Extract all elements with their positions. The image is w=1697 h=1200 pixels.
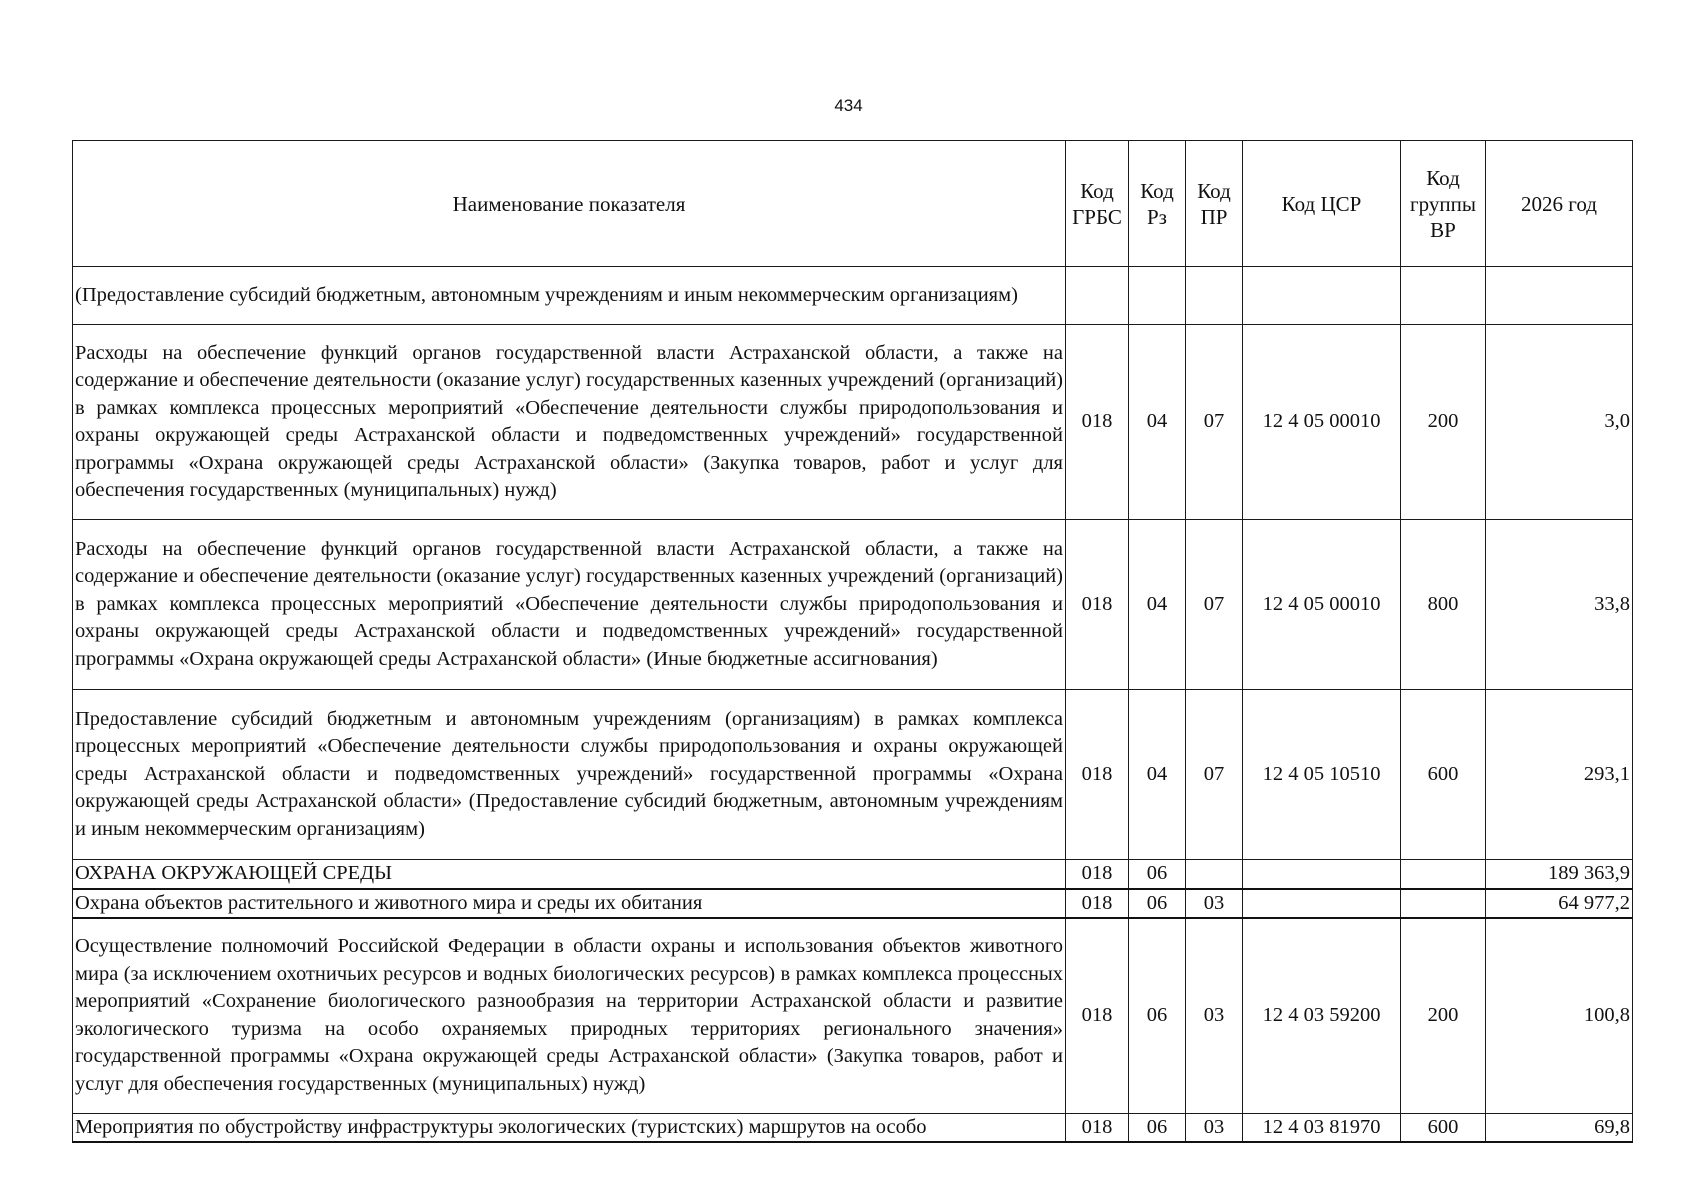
row-vr xyxy=(1401,889,1486,919)
row-pr: 07 xyxy=(1186,690,1243,860)
row-amount: 293,1 xyxy=(1486,690,1633,860)
table-header-row xyxy=(73,141,1633,267)
row-rz: 04 xyxy=(1129,325,1186,520)
row-name: Охрана объектов растительного и животного мира и среды их обитания xyxy=(73,889,1066,919)
row-csr: 12 4 03 59200 xyxy=(1243,918,1401,1113)
table-row xyxy=(73,325,1633,520)
row-grbs: 018 xyxy=(1066,860,1129,889)
row-vr: 600 xyxy=(1401,1113,1486,1142)
table-row xyxy=(73,267,1633,325)
table-row xyxy=(73,690,1633,860)
row-grbs: 018 xyxy=(1066,1113,1129,1142)
header-pr: Код ПР xyxy=(1186,141,1243,267)
row-amount xyxy=(1486,267,1633,325)
row-rz: 06 xyxy=(1129,918,1186,1113)
table-row xyxy=(73,889,1633,919)
row-csr: 12 4 05 00010 xyxy=(1243,520,1401,690)
row-name: Предоставление субсидий бюджетным и автономным учреждениям (организациям) в рамках комплекса процессных мероприятий «Обеспечение деятельности службы природопользования и охраны окружающей среды Астраханской области и подведомственных учреждений» государственной программы «Охрана окружающей среды Астраханской области» (Предоставление субсидий бюджетным, автономным учреждениям и иным некоммерческим организациям) xyxy=(73,690,1066,860)
row-rz: 04 xyxy=(1129,690,1186,860)
row-pr xyxy=(1186,267,1243,325)
row-pr xyxy=(1186,860,1243,889)
page-number: 434 xyxy=(834,96,863,115)
row-rz xyxy=(1129,267,1186,325)
row-amount: 69,8 xyxy=(1486,1113,1633,1142)
row-vr xyxy=(1401,267,1486,325)
row-amount: 33,8 xyxy=(1486,520,1633,690)
row-vr: 200 xyxy=(1401,325,1486,520)
row-name: Расходы на обеспечение функций органов государственной власти Астраханской области, а также на содержание и обеспечение деятельности (оказание услуг) государственных казенных учреждений (организаций) в рамках комплекса процессных мероприятий «Обеспечение деятельности службы природопользования и охраны окружающей среды Астраханской области и подведомственных учреждений» государственной программы «Охрана окружающей среды Астраханской области» (Иные бюджетные ассигнования) xyxy=(73,520,1066,690)
row-grbs: 018 xyxy=(1066,325,1129,520)
row-csr xyxy=(1243,267,1401,325)
row-vr: 200 xyxy=(1401,918,1486,1113)
header-vr: Код группы ВР xyxy=(1401,141,1486,267)
row-name: (Предоставление субсидий бюджетным, автономным учреждениям и иным некоммерческим организациям) xyxy=(73,267,1066,325)
row-amount: 64 977,2 xyxy=(1486,889,1633,919)
row-rz: 06 xyxy=(1129,889,1186,919)
row-grbs xyxy=(1066,267,1129,325)
row-rz: 04 xyxy=(1129,520,1186,690)
table-row xyxy=(73,860,1633,889)
row-csr xyxy=(1243,860,1401,889)
row-name: Мероприятия по обустройству инфраструктуры экологических (туристских) маршрутов на особо xyxy=(73,1113,1066,1142)
row-csr: 12 4 05 00010 xyxy=(1243,325,1401,520)
row-name: Расходы на обеспечение функций органов государственной власти Астраханской области, а также на содержание и обеспечение деятельности (оказание услуг) государственных казенных учреждений (организаций) в рамках комплекса процессных мероприятий «Обеспечение деятельности службы природопользования и охраны окружающей среды Астраханской области и подведомственных учреждений» государственной программы «Охрана окружающей среды Астраханской области» (Закупка товаров, работ и услуг для обеспечения государственных (муниципальных) нужд) xyxy=(73,325,1066,520)
row-pr: 07 xyxy=(1186,520,1243,690)
row-csr: 12 4 05 10510 xyxy=(1243,690,1401,860)
row-csr: 12 4 03 81970 xyxy=(1243,1113,1401,1142)
row-vr: 800 xyxy=(1401,520,1486,690)
row-vr: 600 xyxy=(1401,690,1486,860)
row-pr: 03 xyxy=(1186,889,1243,919)
row-amount: 189 363,9 xyxy=(1486,860,1633,889)
table-row xyxy=(73,520,1633,690)
header-rz: Код Рз xyxy=(1129,141,1186,267)
header-name: Наименование показателя xyxy=(73,141,1066,267)
header-grbs: Код ГРБС xyxy=(1066,141,1129,267)
row-grbs: 018 xyxy=(1066,520,1129,690)
header-year: 2026 год xyxy=(1486,141,1633,267)
row-pr: 03 xyxy=(1186,1113,1243,1142)
row-grbs: 018 xyxy=(1066,918,1129,1113)
row-pr: 07 xyxy=(1186,325,1243,520)
row-amount: 3,0 xyxy=(1486,325,1633,520)
row-csr xyxy=(1243,889,1401,919)
row-grbs: 018 xyxy=(1066,690,1129,860)
header-csr: Код ЦСР xyxy=(1243,141,1401,267)
budget-table xyxy=(72,140,1633,1143)
row-name: Осуществление полномочий Российской Федерации в области охраны и использования объектов животного мира (за исключением охотничьих ресурсов и водных биологических ресурсов) в рамках комплекса процессных мероприятий «Сохранение биологического разнообразия на территории Астраханской области и развитие экологического туризма на особо охраняемых природных территориях регионального значения» государственной программы «Охрана окружающей среды Астраханской области» (Закупка товаров, работ и услуг для обеспечения государственных (муниципальных) нужд) xyxy=(73,918,1066,1113)
row-rz: 06 xyxy=(1129,1113,1186,1142)
row-pr: 03 xyxy=(1186,918,1243,1113)
row-amount: 100,8 xyxy=(1486,918,1633,1113)
table-row xyxy=(73,1113,1633,1142)
row-vr xyxy=(1401,860,1486,889)
row-grbs: 018 xyxy=(1066,889,1129,919)
row-rz: 06 xyxy=(1129,860,1186,889)
row-name: ОХРАНА ОКРУЖАЮЩЕЙ СРЕДЫ xyxy=(73,860,1066,889)
table-row xyxy=(73,918,1633,1113)
